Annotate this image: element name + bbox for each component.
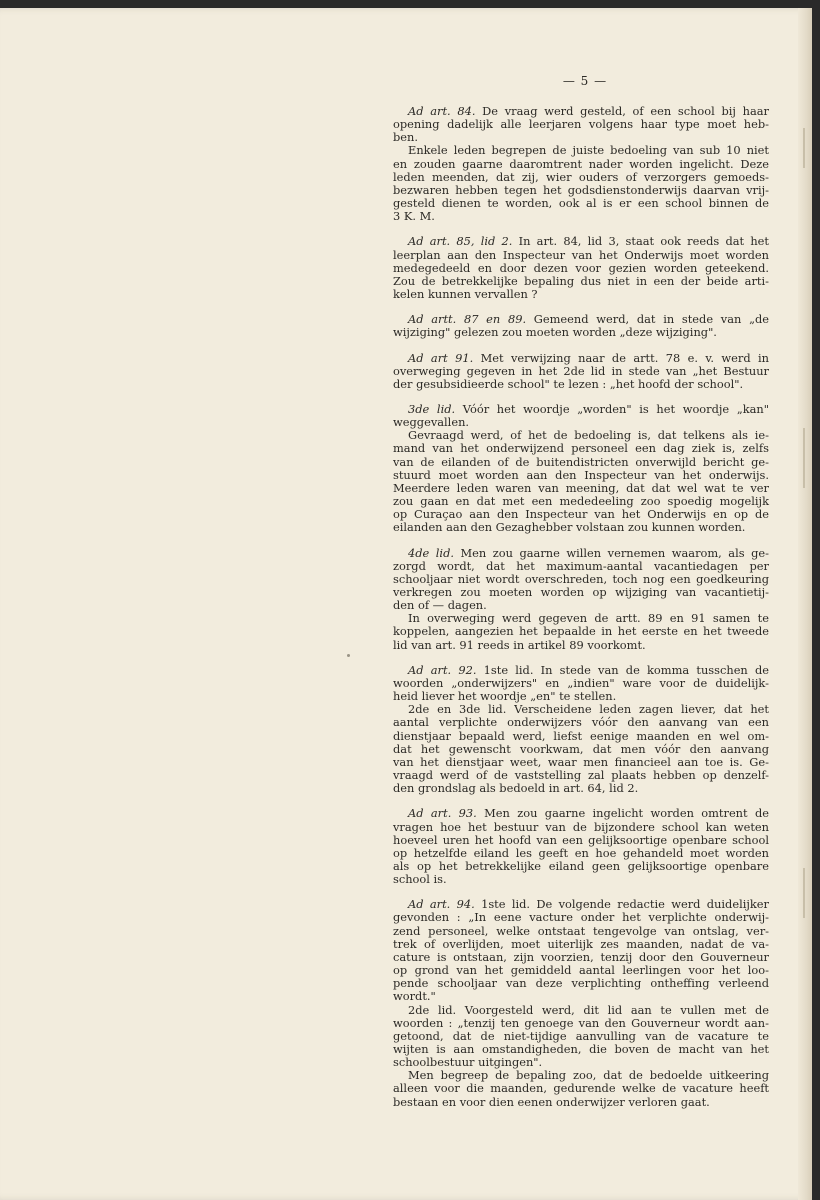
line-text: weggevallen. [393, 415, 470, 430]
line-text: Enkele leden begrepen de juiste bedoeling van sub 10 niet [408, 143, 769, 158]
line-text: 1ste lid. De volgende redactie werd duidelijker [474, 897, 769, 912]
paragraph [393, 1069, 769, 1108]
line-text: leden meenden, dat zij, wier ouders of verzorgers gemoeds- [393, 169, 769, 184]
line-text: In overweging werd gegeven de artt. 89 en 91 samen te [408, 611, 769, 626]
line-text: verkregen zou moeten worden op wijziging van vacantietij- [393, 585, 769, 599]
page-edge [798, 8, 812, 1200]
text-line [393, 977, 769, 990]
line-text: en zouden gaarne daaromtrent nader worden ingelicht. Deze [393, 156, 769, 171]
line-text: kelen kunnen vervallen ? [393, 287, 538, 302]
line-text: 2de lid. Voorgesteld werd, dit lid aan te vullen met de [408, 1002, 769, 1017]
text-line [393, 639, 769, 652]
paragraph [393, 105, 769, 144]
line-text: pende schooljaar van deze verplichting ontheffing verleend [393, 976, 769, 991]
line-text: wordt." [393, 989, 436, 1004]
paragraph [393, 807, 769, 886]
line-text: gesteld dienen te worden, ook al is er een school binnen de [393, 196, 769, 211]
line-text: Meerdere leden waren van meening, dat dat wel wat te ver [393, 480, 769, 495]
paragraph [393, 1004, 769, 1070]
paragraph-heading: Ad art 91. [408, 350, 474, 365]
line-text: op Curaçao aan den Inspecteur van het Onderwijs en op de [393, 507, 769, 522]
line-text: alleen voor die maanden, gedurende welke de vacature heeft [393, 1081, 769, 1096]
line-text: woorden : „tenzij ten genoege van den Gouverneur wordt aan- [393, 1015, 769, 1030]
line-text: schooljaar niet wordt overschreden, toch nog een goedkeuring [393, 571, 769, 586]
line-text: vraagd werd of de vaststelling zal plaats hebben op denzelf- [393, 768, 769, 783]
paragraph-heading: 3de lid. [408, 401, 456, 416]
line-text: den of — dagen. [393, 598, 487, 613]
line-text: den grondslag als bedoeld in art. 64, lid 2. [393, 781, 639, 796]
line-text: ben. [393, 130, 418, 145]
line-text: koppelen, aangezien het bepaalde in het eerste en het tweede [393, 624, 769, 639]
line-text: opening dadelijk alle leerjaren volgens haar type moet heb- [393, 117, 769, 132]
text-line [393, 210, 769, 223]
line-text: stuurd moet worden aan den Inspecteur van het onderwijs. [393, 467, 769, 482]
line-text: mand van het onderwijzend personeel een dag ziek is, zelfs [393, 441, 769, 456]
text-line [393, 197, 769, 210]
paragraph-heading: Ad art. 93. [408, 806, 477, 821]
paragraph [393, 547, 769, 613]
line-text: zend personeel, welke ontstaat tengevolge van ontslag, ver- [393, 923, 769, 938]
line-text: 2de en 3de lid. Verscheidene leden zagen liever, dat het [408, 702, 769, 717]
line-text: vragen hoe het bestuur van de bijzondere school kan weten [393, 819, 769, 834]
line-text: zorgd wordt, dat het maximum-aantal vacantiedagen per [393, 558, 769, 573]
margin-mark [347, 654, 350, 657]
paragraph-heading: 4de lid. [408, 545, 454, 560]
line-text: 3 K. M. [393, 209, 435, 224]
text-line [393, 873, 769, 886]
text-line [393, 118, 769, 131]
text-line [393, 1096, 769, 1109]
line-text: medegedeeld en door dezen voor gezien worden geteekend. [393, 260, 769, 275]
paragraph-heading: Ad artt. 87 en 89. [408, 312, 527, 327]
paragraph [393, 235, 769, 301]
line-text: wijziging" gelezen zou moeten worden „deze wijziging". [393, 325, 717, 340]
paragraph-heading: Ad art. 84. [408, 104, 476, 118]
line-text: trek of overlijden, moet uiterlijk zes maanden, nadat de va- [393, 936, 769, 951]
line-text: In art. 84, lid 3, staat ook reeds dat het [512, 234, 769, 249]
line-text: Zou de betrekkelijke bepaling dus niet in een der beide arti- [393, 273, 769, 288]
line-text: Met verwijzing naar de artt. 78 e. v. werd in [473, 350, 770, 365]
line-text: aantal verplichte onderwijzers vóór den aanvang van een [393, 715, 769, 730]
line-text: Men zou gaarne ingelicht worden omtrent de [476, 806, 769, 821]
line-text: cature is ontstaan, zijn voorzien, tenzij door den Gouverneur [393, 949, 769, 964]
line-text: gevonden : „In eene vacture onder het verplichte onderwij- [393, 910, 769, 925]
line-text: getoond, dat de niet-tijdige aanvulling van de vacature te [393, 1028, 769, 1043]
line-text: Men begreep de bepaling zoo, dat de bedoelde uitkeering [408, 1068, 769, 1083]
line-text: Gemeend werd, dat in stede van „de [526, 312, 769, 327]
line-text: school is. [393, 872, 447, 887]
line-text: der gesubsidieerde school" te lezen : „het hoofd der school". [393, 376, 744, 391]
line-text: schoolbestuur uitgingen". [393, 1055, 543, 1070]
line-text: van het dienstjaar weet, waar men financieel aan toe is. Ge- [393, 754, 769, 769]
line-text: Gevraagd werd, of het de bedoeling is, dat telkens als ie- [408, 428, 769, 443]
line-text: wijten is aan omstandigheden, die boven de macht van het [393, 1042, 769, 1056]
line-text: bezwaren hebben tegen het godsdienstonderwijs daarvan vrij- [393, 182, 769, 197]
line-text: van de eilanden of de buitendistricten onverwijld bericht ge- [393, 454, 769, 469]
line-text: heid liever het woordje „en" te stellen. [393, 689, 617, 704]
line-text: leerplan aan den Inspecteur van het Onderwijs moet worden [393, 247, 769, 262]
line-text: hoeveel uren het hoofd van een gelijksoortige openbare school [393, 832, 769, 847]
paragraph [393, 144, 769, 223]
line-text: dienstjaar bepaald werd, liefst eenige maanden en wel om- [393, 728, 769, 743]
line-text: 1ste lid. In stede van de komma tusschen de [476, 662, 769, 677]
line-text: overweging gegeven in het 2de lid in stede van „het Bestuur [393, 363, 769, 378]
paragraph-heading: Ad art. 92. [408, 662, 477, 677]
line-text: eilanden aan den Gezaghebber volstaan zou kunnen worden. [393, 520, 746, 535]
paragraph [393, 313, 769, 339]
paragraph-heading: Ad art. 85, lid 2. [408, 234, 513, 249]
line-text: bestaan en voor dien eenen onderwijzer verloren gaat. [393, 1094, 710, 1109]
document-page [0, 8, 812, 1200]
paragraph [393, 612, 769, 651]
line-text: zou gaan en dat met een mededeeling zoo spoedig mogelijk [393, 494, 769, 509]
line-text: als op het betrekkelijke eiland geen gelijksoortige openbare [393, 858, 769, 873]
line-text: dat het gewenscht voorkwam, dat men vóór den aanvang [393, 741, 769, 756]
paragraph [393, 429, 769, 534]
page-number: — 5 — [562, 74, 608, 88]
paragraph [393, 703, 769, 795]
text-line [393, 521, 769, 534]
line-text: woorden „onderwijzers" en „indien" ware voor de duidelijk- [393, 675, 769, 690]
text-line [393, 782, 769, 795]
text-line [393, 860, 769, 873]
body-text [393, 105, 769, 1121]
line-text: op hetzelfde eiland les geeft en hoe gehandeld moet worden [393, 845, 769, 860]
paragraph-heading: Ad art. 94. [408, 897, 475, 912]
text-line [393, 288, 769, 301]
line-text: op grond van het gemiddeld aantal leerlingen voor het loo- [393, 963, 769, 978]
line-text: Vóór het woordje „worden" is het woordje „kan" [455, 401, 769, 416]
paragraph [393, 352, 769, 391]
text-line [393, 378, 769, 391]
line-text: lid van art. 91 reeds in artikel 89 voorkomt. [393, 637, 646, 652]
line-text: Men zou gaarne willen vernemen waarom, als ge- [454, 545, 769, 560]
paragraph [393, 664, 769, 703]
paragraph [393, 898, 769, 1003]
paragraph [393, 403, 769, 429]
text-line [393, 326, 769, 339]
line-text: De vraag werd gesteld, of een school bij haar [475, 104, 769, 118]
